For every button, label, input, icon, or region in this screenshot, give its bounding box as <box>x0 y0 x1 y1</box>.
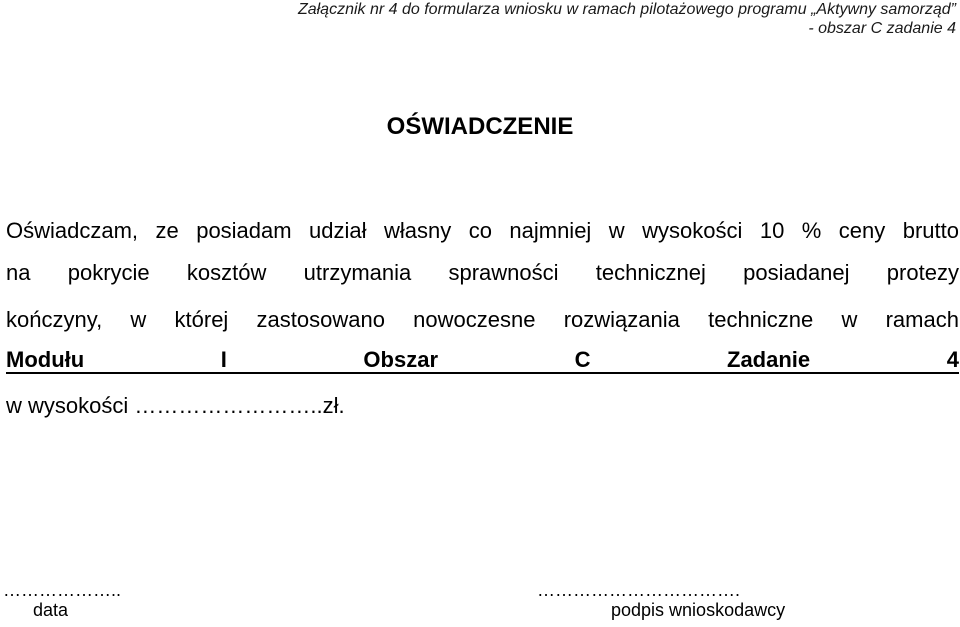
word: własny <box>383 218 452 243</box>
date-label: data <box>33 600 69 620</box>
word: zastosowano <box>256 307 385 332</box>
word: najmniej <box>509 218 592 243</box>
amount-text: w wysokości ……………………..zł. <box>6 393 345 418</box>
date-field[interactable]: ……………….. <box>3 580 122 600</box>
document-title: OŚWIADCZENIE <box>386 113 574 140</box>
statement-line-3 <box>6 307 959 333</box>
word: techniczne <box>708 307 814 332</box>
word: sprawności <box>448 260 559 285</box>
word: I <box>220 347 227 372</box>
word: posiadanej <box>743 260 850 285</box>
word: na <box>6 260 31 285</box>
word: rozwiązania <box>563 307 680 332</box>
word: C <box>574 347 591 372</box>
word: w <box>608 218 625 243</box>
word: Zadanie <box>727 347 811 372</box>
word: Oświadczam, <box>6 218 139 243</box>
word: 10 <box>759 218 785 243</box>
word: technicznej <box>595 260 706 285</box>
word: w <box>130 307 147 332</box>
word: ceny <box>838 218 886 243</box>
word: ramach <box>885 307 959 332</box>
word: której <box>174 307 229 332</box>
word: w <box>841 307 858 332</box>
word: 4 <box>946 347 959 372</box>
module-reference-line <box>6 348 959 374</box>
word: nowoczesne <box>413 307 536 332</box>
signature-label: podpis wnioskodawcy <box>611 600 786 620</box>
word: co <box>468 218 492 243</box>
word: posiadam <box>196 218 292 243</box>
attachment-header-line2: - obszar C zadanie 4 <box>808 20 956 37</box>
word: % <box>801 218 822 243</box>
word: protezy <box>886 260 959 285</box>
word: Obszar <box>363 347 439 372</box>
statement-line-2 <box>6 260 959 286</box>
amount-field[interactable] <box>6 393 959 419</box>
word: udział <box>309 218 367 243</box>
word: Modułu <box>6 347 85 372</box>
word: utrzymania <box>303 260 412 285</box>
signature-field[interactable]: ……………………………. <box>537 580 741 600</box>
attachment-header-line1: Załącznik nr 4 do formularza wniosku w ramach pilotażowego programu „Aktywny samorząd” <box>297 1 956 18</box>
word: brutto <box>902 218 959 243</box>
attachment-header <box>298 0 956 38</box>
word: wysokości <box>642 218 743 243</box>
statement-line-1 <box>6 218 959 244</box>
word: pokrycie <box>67 260 150 285</box>
word: kończyny, <box>6 307 103 332</box>
word: kosztów <box>186 260 267 285</box>
word: ze <box>155 218 179 243</box>
